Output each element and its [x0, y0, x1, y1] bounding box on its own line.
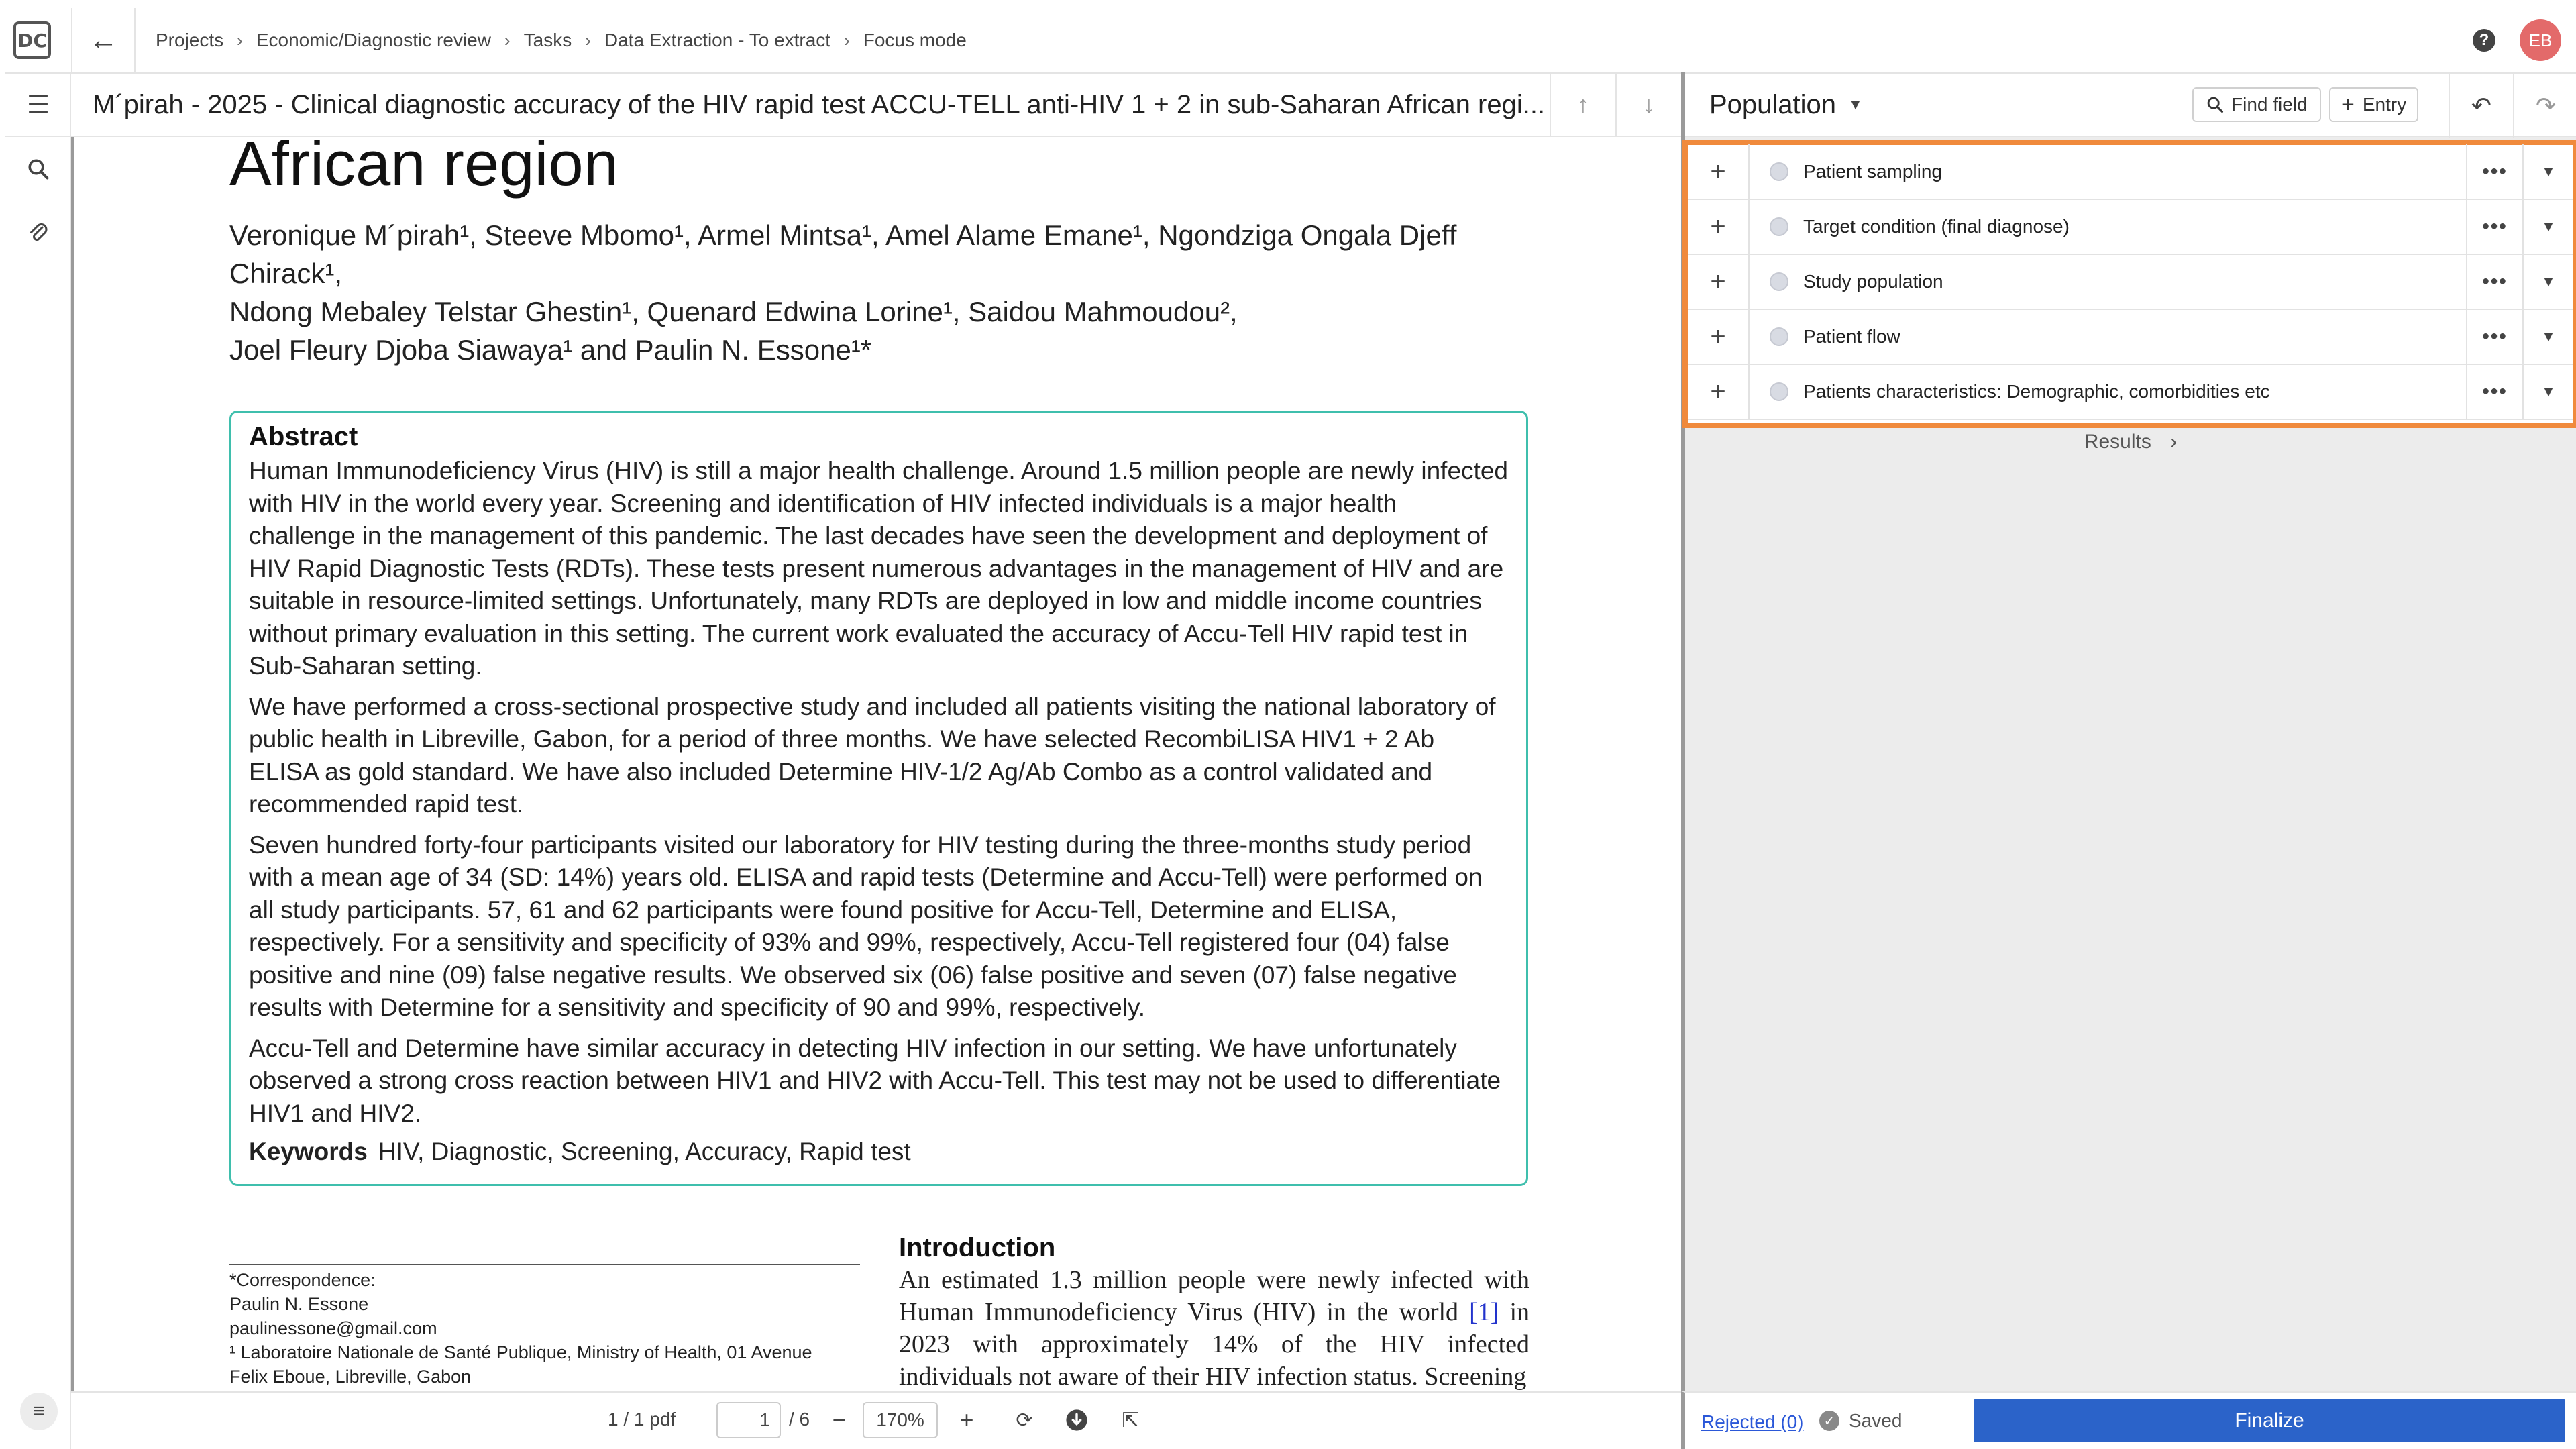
status-dot [1770, 272, 1788, 291]
footnote-line: ¹ Laboratoire Nationale de Santé Publique, Ministry of Health, 01 Avenue [229, 1342, 812, 1362]
abstract-box [229, 411, 1528, 1186]
expand-field-button[interactable] [2522, 254, 2573, 309]
field-row-patient-sampling[interactable] [1688, 145, 2573, 200]
list-view-button[interactable] [5, 72, 71, 137]
expand-field-button[interactable] [2522, 309, 2573, 364]
help-icon[interactable]: ? [2473, 29, 2496, 52]
section-select-value: Population [1709, 89, 1837, 119]
back-button[interactable] [71, 8, 136, 72]
abstract-paragraph: Accu-Tell and Determine have similar accuracy in detecting HIV infection in our setting. We have unfortunately observed a strong cross reaction between HIV1 and HIV2 with Accu-Tell. This test may not be used to differentiate HIV1 and HIV2. [249, 1034, 1501, 1127]
select-tool-button[interactable] [1111, 1401, 1150, 1440]
breadcrumb-tasks[interactable]: Tasks [523, 30, 572, 50]
breadcrumb-review[interactable]: Economic/Diagnostic review [256, 30, 491, 50]
footnote [229, 1268, 873, 1389]
previous-document-button[interactable] [1550, 72, 1615, 137]
entry-label: Entry [2362, 94, 2407, 115]
footnote-line: Paulin N. Essone [229, 1294, 369, 1314]
document-nav [1550, 72, 1681, 137]
ellipsis-icon: ••• [2482, 380, 2508, 402]
breadcrumb [156, 30, 967, 51]
chevron-right-icon: › [2170, 431, 2178, 453]
field-label: Patients characteristics: Demographic, comorbidities etc [1803, 381, 2270, 402]
caret-down-icon: ▼ [2541, 273, 2556, 290]
status-dot [1770, 382, 1788, 401]
add-field-button[interactable] [1688, 199, 1750, 254]
chevron-right-icon: › [237, 30, 243, 50]
caret-down-icon: ▼ [2541, 163, 2556, 180]
results-toggle[interactable] [1685, 431, 2576, 453]
arrow-up-icon: ↑ [1577, 91, 1589, 118]
authors-line: Ndong Mebaley Telstar Ghestin¹, Quenard Edwina Lorine¹, Saidou Mahmoudou², [229, 296, 1238, 327]
redo-button[interactable] [2513, 74, 2576, 138]
introduction-text [899, 1264, 1529, 1391]
document-header [71, 72, 1681, 137]
intro-text-part: in 2023 with approximately 14% of the HIV infected individuals not aware of their HIV infection status. Screening [899, 1298, 1530, 1391]
page-number-input[interactable]: 1 [716, 1402, 781, 1438]
extraction-footer [1681, 1391, 2576, 1449]
extraction-header [1685, 72, 2576, 137]
authors-line: Veronique M´pirah¹, Steeve Mbomo¹, Armel Mintsa¹, Amel Alame Emane¹, Ngondziga Ongala Djeff Chirack¹, [229, 219, 1457, 289]
pdf-toolbar [71, 1391, 1681, 1449]
more-options-button[interactable] [2466, 144, 2522, 199]
rotate-icon: ⟳ [1016, 1409, 1033, 1432]
field-label: Study population [1803, 271, 1943, 292]
collapse-panel-button[interactable] [20, 1393, 58, 1430]
next-document-button[interactable] [1615, 72, 1681, 137]
intro-text-part: An estimated 1.3 million people were newly infected with Human Immunodeficiency Virus (HIV) in the world [899, 1266, 1529, 1326]
footnote-line: Felix Eboue, Libreville, Gabon [229, 1366, 472, 1387]
status-dot [1770, 327, 1788, 346]
more-options-button[interactable] [2466, 254, 2522, 309]
fields-highlight-box [1682, 140, 2576, 428]
add-field-button[interactable] [1688, 364, 1750, 419]
breadcrumb-projects[interactable]: Projects [156, 30, 224, 50]
field-label: Patient sampling [1803, 161, 1943, 182]
field-row-patient-characteristics[interactable] [1688, 365, 2573, 420]
search-icon [26, 157, 50, 181]
add-field-button[interactable] [1688, 254, 1750, 309]
field-row-target-condition[interactable] [1688, 200, 2573, 255]
caret-down-icon: ▼ [2541, 383, 2556, 400]
ellipsis-icon: ••• [2482, 160, 2508, 182]
plus-icon: + [1710, 266, 1726, 297]
rotate-button[interactable] [1005, 1401, 1044, 1440]
section-select[interactable] [1709, 90, 1863, 120]
status-dot [1770, 217, 1788, 236]
top-bar [0, 8, 2576, 72]
cursor-icon: ⇱ [1122, 1409, 1139, 1432]
app-logo[interactable] [0, 8, 64, 72]
plus-icon: + [959, 1406, 974, 1434]
chevron-right-icon: › [585, 30, 591, 50]
undo-button[interactable] [2449, 74, 2513, 138]
avatar[interactable]: EB [2520, 19, 2561, 61]
ellipsis-icon: ••• [2482, 325, 2508, 347]
field-row-patient-flow[interactable] [1688, 310, 2573, 365]
plus-icon: + [1710, 211, 1726, 241]
topbar-actions [2473, 8, 2561, 72]
caret-down-icon: ▼ [1848, 96, 1863, 113]
finalize-button[interactable]: Finalize [1974, 1399, 2565, 1442]
footnote-line: *Correspondence: [229, 1270, 376, 1290]
article-title: African region [229, 137, 619, 199]
field-label: Target condition (final diagnose) [1803, 216, 2070, 237]
save-status [1819, 1410, 1902, 1432]
zoom-in-button[interactable] [947, 1401, 986, 1440]
keywords-label: Keywords [249, 1138, 368, 1165]
plus-icon: + [1710, 376, 1726, 407]
pdf-page [74, 137, 1681, 1391]
find-field-label: Find field [2231, 94, 2308, 115]
more-options-button[interactable] [2466, 364, 2522, 419]
chevron-right-icon: › [504, 30, 511, 50]
saved-label: Saved [1849, 1410, 1902, 1431]
more-options-button[interactable] [2466, 199, 2522, 254]
list-icon: ☰ [26, 91, 50, 119]
search-icon [2206, 95, 2224, 114]
caret-down-icon: ▼ [2541, 218, 2556, 235]
abstract-paragraph: We have performed a cross-sectional prospective study and included all patients visiting the national laboratory of public health in Libreville, Gabon, for a period of three months. We have selected RecombiLISA HIV1 + 2 Ab ELISA as gold standard. We have also included Determine HIV-1/2 Ag/Ab Combo as a control validated and recommended rapid test. [249, 692, 1496, 818]
attachment-button[interactable] [5, 201, 71, 266]
introduction-heading: Introduction [899, 1233, 1056, 1263]
ellipsis-icon: ••• [2482, 270, 2508, 292]
zoom-out-button[interactable] [820, 1401, 859, 1440]
breadcrumb-focus-mode: Focus mode [863, 30, 967, 50]
paperclip-icon [26, 221, 50, 246]
expand-field-button[interactable] [2522, 144, 2573, 199]
footnote-divider [229, 1264, 860, 1265]
plus-icon: + [1710, 321, 1726, 352]
extraction-panel [1681, 72, 2576, 1391]
pdf-count: 1 / 1 pdf [608, 1409, 676, 1430]
minus-icon: − [832, 1406, 847, 1434]
expand-field-button[interactable] [2522, 199, 2573, 254]
citation-link[interactable]: [1] [1469, 1298, 1499, 1326]
add-field-button[interactable] [1688, 144, 1750, 199]
abstract-heading: Abstract [249, 422, 358, 451]
breadcrumb-data-extraction[interactable]: Data Extraction - To extract [604, 30, 831, 50]
download-button[interactable] [1057, 1401, 1096, 1440]
plus-icon: + [2341, 91, 2355, 117]
ellipsis-icon: ••• [2482, 215, 2508, 237]
article-authors [229, 216, 1571, 369]
undo-icon: ↶ [2471, 92, 2492, 119]
zoom-level[interactable]: 170% [863, 1402, 938, 1438]
check-icon: ✓ [1819, 1411, 1839, 1431]
add-field-button[interactable] [1688, 309, 1750, 364]
abstract-paragraph: Seven hundred forty-four participants visited our laboratory for HIV testing during the three-months study period with a mean age of 34 (SD: 14%) years old. ELISA and rapid tests (Determine and Accu-Tell) were performed on all study participants. 57, 61 and 62 participants were found positive for Accu-Tell, Determine and ELISA, respectively. For a sensitivity and specificity of 93% and 99%, respectively, Accu-Tell registered four (04) false positive and nine (09) false negative results. We observed six (06) false positive and seven (07) false negative results with Determine for a sensitivity and specificity of 90 and 99%, respectively. [249, 830, 1483, 1021]
pdf-viewer[interactable] [71, 137, 1681, 1391]
page-total: / 6 [789, 1409, 810, 1430]
find-field-button[interactable] [2192, 87, 2321, 122]
plus-icon: + [1710, 156, 1726, 186]
expand-field-button[interactable] [2522, 364, 2573, 419]
arrow-down-icon: ↓ [1643, 91, 1655, 118]
document-title: M´pirah - 2025 - Clinical diagnostic accuracy of the HIV rapid test ACCU-TELL anti-HIV 1 + 2 in sub-Saharan African regi... [93, 89, 1546, 119]
download-icon [1065, 1409, 1088, 1432]
left-rail [5, 72, 71, 1449]
logo-icon: DC [13, 21, 51, 59]
keywords [249, 1138, 1509, 1166]
search-button[interactable] [5, 137, 71, 201]
footnote-line: paulinessone@gmail.com [229, 1318, 437, 1338]
results-label: Results [2084, 431, 2151, 453]
redo-icon: ↷ [2535, 92, 2557, 119]
caret-down-icon: ▼ [2541, 328, 2556, 345]
keywords-value: HIV, Diagnostic, Screening, Accuracy, Rapid test [378, 1138, 911, 1165]
outline-icon: ≡ [33, 1400, 45, 1422]
rejected-link[interactable]: Rejected (0) [1701, 1411, 1804, 1432]
status-dot [1770, 162, 1788, 181]
field-label: Patient flow [1803, 326, 1900, 347]
field-row-study-population[interactable] [1688, 255, 2573, 310]
abstract-paragraph: Human Immunodeficiency Virus (HIV) is still a major health challenge. Around 1.5 million people are newly infected with HIV in the world every year. Screening and identification of HIV infected individuals is a major health challenge in the management of this pandemic. The last decades have seen the development and deployment of HIV Rapid Diagnostic Tests (RDTs). These tests present numerous advantages in the management of HIV and are suitable in resource-limited settings. Unfortunately, many RDTs are deployed in low and middle income countries without primary evaluation in this setting. The current work evaluated the accuracy of Accu-Tell HIV rapid test in Sub-Saharan setting. [249, 457, 1508, 680]
authors-line: Joel Fleury Djoba Siawaya¹ and Paulin N. Essone¹* [229, 334, 872, 366]
add-entry-button[interactable] [2329, 87, 2418, 122]
more-options-button[interactable] [2466, 309, 2522, 364]
arrow-left-icon: ← [89, 23, 118, 56]
chevron-right-icon: › [844, 30, 850, 50]
